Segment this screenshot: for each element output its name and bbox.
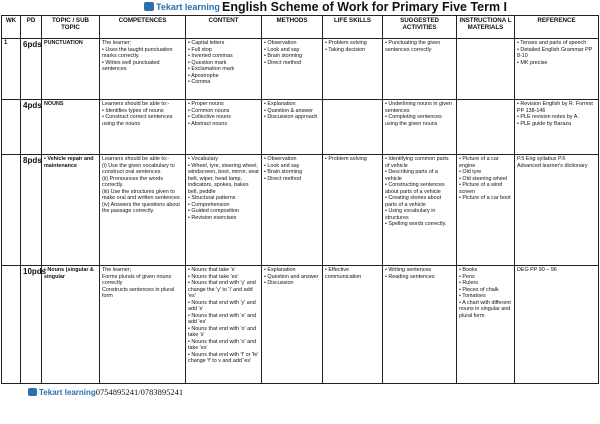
week-cell [2, 155, 21, 266]
methods-cell [262, 155, 323, 266]
topic-cell: • Nouns (singular & singular [42, 266, 100, 384]
column-header: COMPETENCES [100, 16, 186, 39]
cell-line: Learners should be able to:- [102, 156, 170, 162]
competences-cell [100, 155, 186, 266]
table-row [2, 155, 599, 266]
table-row [2, 100, 599, 155]
competences-cell [100, 100, 186, 155]
cell-line: • Comma [188, 79, 211, 85]
cell-line: • A chart with different nouns in singular and plural form [459, 299, 511, 319]
cell-line: • Reading sentences [385, 273, 435, 280]
content-cell [186, 100, 262, 155]
cell-line: • Creating stories about parts of a vehicle [385, 195, 442, 208]
cell-line: • Books [459, 267, 478, 273]
periods-cell: 10pds [21, 266, 42, 384]
materials-cell [457, 39, 515, 100]
week-cell [2, 100, 21, 155]
cell-line: • Brain storming [264, 169, 303, 175]
reference-cell [515, 39, 599, 100]
column-header: REFERENCE [515, 16, 599, 39]
table-row [2, 266, 599, 384]
page-footer [28, 387, 183, 397]
activities-cell [383, 100, 457, 155]
cell-line: • PLE guide by Baraza [517, 120, 572, 127]
column-header: PD [21, 16, 42, 39]
cell-line: • Direct method [264, 175, 301, 182]
cell-line: • Full stop [188, 46, 212, 53]
cell-line: • Explanation [264, 101, 296, 107]
cell-line: • Constructing sentences about parts of a vehicle [385, 182, 445, 195]
cell-line: • Underlining nouns in given sentences [385, 101, 452, 114]
page-header [0, 0, 600, 16]
reference-cell [515, 266, 599, 384]
footer-phone: 0754895241/0783895241 [95, 387, 184, 397]
materials-cell [457, 155, 515, 266]
cell-line: • Using vocabulary in structures [385, 208, 436, 221]
cell-line: • Collective nouns [188, 114, 231, 120]
cell-line: • Nouns that end with 'f' or 'fe' change 'f' to v and add 'es' [188, 351, 259, 364]
competences-cell [100, 266, 186, 384]
topic-cell: • Vehicle repair and maintenance [42, 155, 100, 266]
methods-cell [262, 266, 323, 384]
column-header: SUGGESTED ACTIVITIES [383, 16, 457, 39]
cell-line: • Brain storming [264, 53, 303, 59]
cell-line: • Exclamation mark [188, 66, 235, 72]
competences-cell [100, 39, 186, 100]
cell-line: • Vocabulary [188, 156, 219, 162]
column-header: CONTENT [186, 16, 262, 39]
cell-line: • Identifying common parts of vehicle [385, 156, 449, 169]
cell-line: • Revision English by R. Forrest PP 138-146 [517, 101, 593, 114]
activities-cell [383, 39, 457, 100]
cell-line: • Writing sentences [385, 267, 432, 273]
cell-line: • Question mark [188, 59, 227, 66]
cell-line: • Nouns that take 's' [188, 267, 236, 273]
cell-line: Forms plurals of given nouns correctly [102, 273, 172, 286]
reference-cell [515, 100, 599, 155]
life-skills-cell [323, 155, 383, 266]
tekart-logo: Tekart learning [144, 2, 220, 12]
cell-line: The learner; [102, 40, 132, 46]
cell-line: • Problem solving [325, 40, 367, 46]
cell-line: • Nouns that end with 'y' and add 's' [188, 299, 256, 312]
column-header: LIFE SKILLS [323, 16, 383, 39]
cell-line: • Taking decision [325, 46, 366, 53]
cell-line: • Direct method [264, 59, 301, 66]
cell-line: • Picture of a car boot [459, 195, 511, 201]
column-header: INSTRUCTIONA L MATERIALS [457, 16, 515, 39]
methods-cell [262, 39, 323, 100]
cell-line: • Look and say [264, 46, 300, 53]
cell-line: • Picture of a car engine [459, 156, 499, 169]
cell-line: (iv) Answers the questions about the passage correctly. [102, 201, 180, 214]
cell-line: • Rulers [459, 280, 478, 286]
cell-line: • Discussion [264, 280, 294, 286]
cell-line: • Nouns that end with 'y' and change the 'y' to 'i' and add 'es' [188, 280, 256, 299]
cell-line: • Structural patterns [188, 195, 236, 201]
cell-line: • Comprehension [188, 201, 230, 208]
cell-line: • Inverted commas [188, 53, 233, 59]
cell-line: • Capital letters [188, 40, 225, 46]
cell-line: DEG PP 90 – 96 [517, 267, 557, 273]
cell-line: • Guided composition [188, 208, 240, 214]
document-title: English Scheme of Work for Primary Five Term I [222, 0, 508, 14]
scheme-of-work-table [1, 15, 599, 384]
content-cell [186, 39, 262, 100]
cell-line: • Picture of a wind screen [459, 182, 503, 195]
cell-line: • Proper nouns [188, 101, 224, 107]
tekart-logo-icon [28, 388, 37, 396]
life-skills-cell [323, 100, 383, 155]
cell-line: • Nouns that take 'es' [188, 273, 239, 280]
life-skills-cell [323, 266, 383, 384]
cell-line: • Revision exercises [188, 214, 237, 221]
cell-line: • Spelling words correctly. [385, 221, 447, 227]
cell-line: The learner; [102, 267, 132, 273]
activities-cell [383, 266, 457, 384]
cell-line: • Tenses and parts of speech [517, 40, 587, 46]
cell-line: • Describing parts of a vehicle [385, 169, 438, 182]
materials-cell [457, 100, 515, 155]
cell-line: • Apostrophe [188, 72, 219, 79]
cell-line: • Identifies types of nouns [102, 107, 164, 114]
cell-line: Advanced learner's dictionary [517, 162, 588, 169]
table-row [2, 39, 599, 100]
life-skills-cell [323, 39, 383, 100]
cell-line: • Observation [264, 40, 297, 46]
periods-cell: 4pds [21, 100, 42, 155]
methods-cell [262, 100, 323, 155]
cell-line: • Nouns that end with 'o' and take 's' [188, 325, 257, 338]
cell-line: • Nouns that end with 'o' and take 'es' [188, 338, 257, 351]
reference-cell [515, 155, 599, 266]
table-header-row [2, 16, 599, 39]
cell-line: • Old steering wheel [459, 175, 508, 182]
column-header: TOPIC / SUB TOPIC [42, 16, 100, 39]
materials-cell [457, 266, 515, 384]
column-header: METHODS [262, 16, 323, 39]
week-cell: 1 [2, 39, 21, 100]
periods-cell: 8pds [21, 155, 42, 266]
cell-line: • Abstract nouns [188, 120, 228, 127]
tekart-logo-icon [144, 2, 154, 11]
cell-line: • Problem solving [325, 156, 367, 162]
activities-cell [383, 155, 457, 266]
cell-line: (iii) Use the structures given to make oral and written sentences. [102, 188, 182, 201]
footer-logo: Tekart learning [28, 388, 96, 397]
cell-line: • Discussion approach [264, 114, 318, 120]
column-header: WK [2, 16, 21, 39]
topic-cell: PUNCTUATION [42, 39, 100, 100]
cell-line: • Pieces of chalk [459, 286, 499, 293]
topic-cell: NOUNS [42, 100, 100, 155]
cell-line: • Tomatoes [459, 293, 486, 299]
cell-line: • Construct correct sentences using the nouns [102, 114, 173, 127]
cell-line: • Look and say [264, 162, 300, 169]
cell-line: • Common nouns [188, 107, 230, 114]
cell-line: • Question & answer [264, 107, 313, 114]
cell-line: • PLE revision notes by A. [517, 114, 579, 120]
cell-line: Constructs sentences in plural form [102, 286, 175, 299]
cell-line: • Completing sentences using the given nouns [385, 114, 442, 127]
cell-line: • Pens [459, 273, 475, 280]
cell-line: • Effective communication [325, 267, 362, 280]
cell-line: • Detailed English Grammar PP 8-10 [517, 46, 593, 59]
cell-line: • Writes well punctuated sentences [102, 59, 160, 72]
cell-line: (ii) Pronounces the words correctly. [102, 175, 164, 188]
cell-line: • Nouns that end with 'e' and add 'es' [188, 312, 257, 325]
cell-line: • Uses the taught punctuation marks correctly. [102, 46, 173, 59]
week-cell [2, 266, 21, 384]
cell-line: • Explanation [264, 267, 296, 273]
cell-line: • Wheel, tyre, steering wheel, windscreen, boot, mirror, seat belt, wiper, head lamp, indicators, spokes, bakes bell, peddle [188, 162, 259, 195]
periods-cell: 6pds [21, 39, 42, 100]
cell-line: Learners should be able to:- [102, 101, 170, 107]
cell-line: • Old tyre [459, 169, 482, 175]
content-cell [186, 266, 262, 384]
cell-line: (i) Use the given vocabulary to construct oral sentences [102, 162, 175, 175]
content-cell [186, 155, 262, 266]
cell-line: • MK precise [517, 59, 548, 66]
cell-line: • Question and answer [264, 273, 319, 280]
cell-line: • Observation [264, 156, 297, 162]
cell-line: • Punctuating the given sentences correctly [385, 40, 441, 53]
cell-line: P.5 Eng syllabus P.6 [517, 156, 566, 162]
